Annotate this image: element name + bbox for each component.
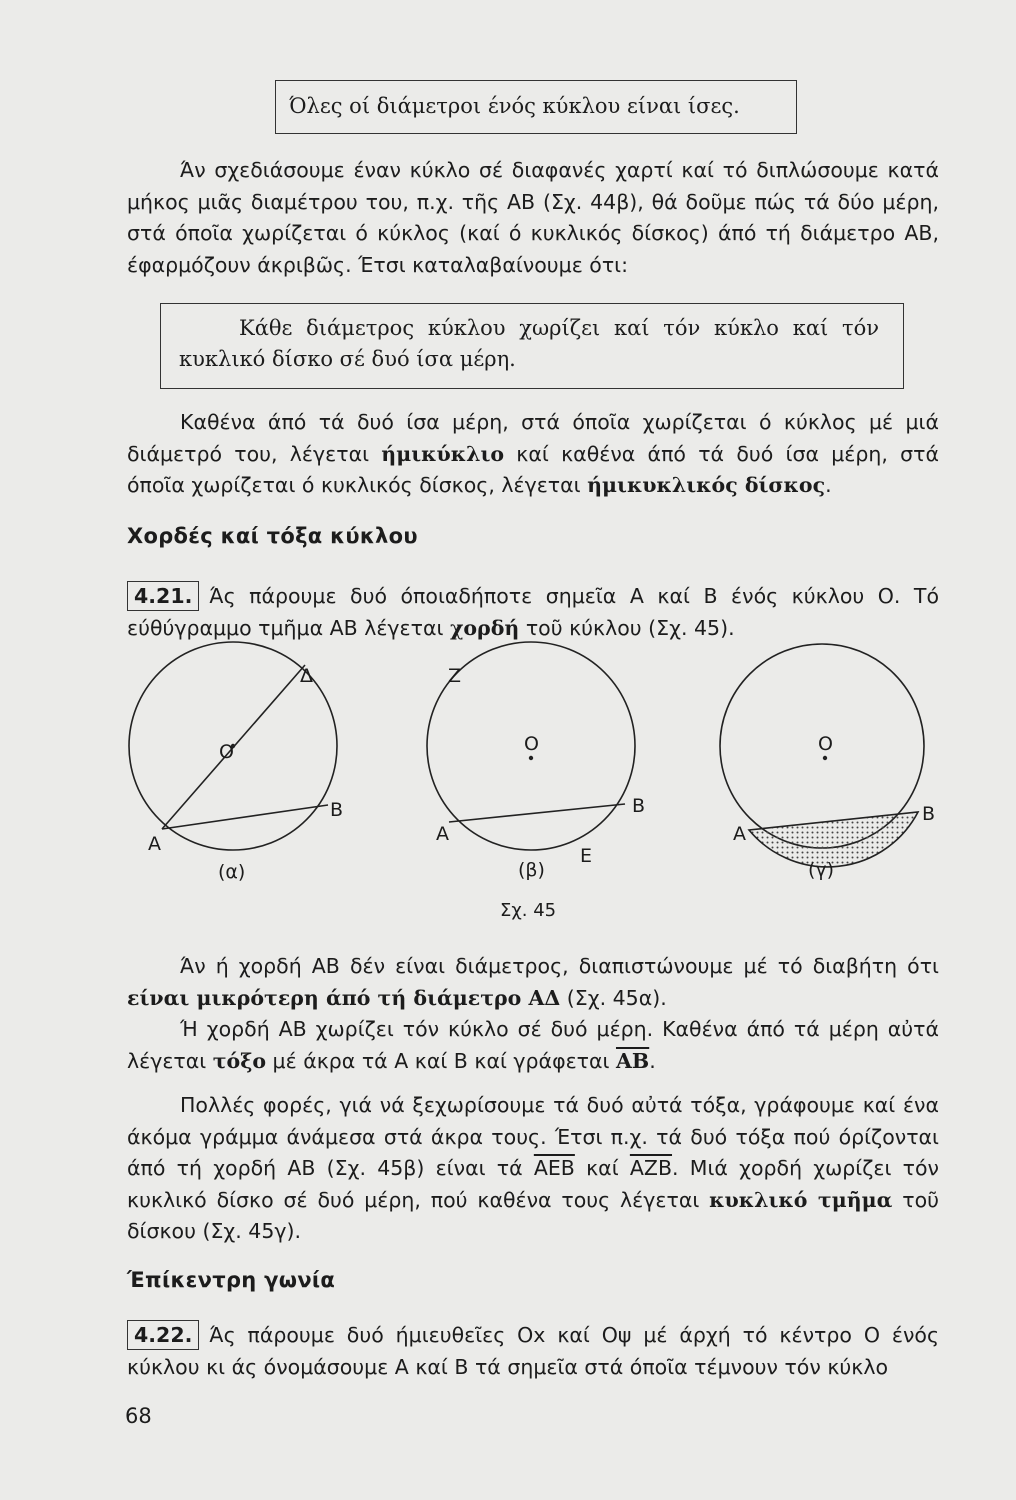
paragraph-4-21: 4.21. Άς πάρουμε δυό όποιαδήποτε σημεῖα Α καί Β ένός κύκλου Ο. Τό εύθύγραμμο τμῆμα ΑΒ λέγεται χορδή τοῦ κύκλου (Σχ. 45).	[127, 581, 939, 644]
label-O-alpha: O	[219, 741, 234, 763]
paragraph-arc-naming: Πολλές φορές, γιά νά ξεχωρίσουμε τά δυό αὐτά τόξα, γράφουμε καί ένα άκόμα γράμμα άνάμεσα στά άκρα τους. Έτσι π.χ. τά δυό τόξα πού όρίζονται άπό τή χορδή ΑΒ (Σχ. 45β) είναι τά $\overline{AEB}$ καί $\overline{AZB}$. Μιά χορδή χωρίζει τόν κυκλικό δίσκο σέ δυό μέρη, πού καθένα τους λέγεται κυκλικό τμῆμα τοῦ δίσκου (Σχ. 45γ).	[127, 1093, 939, 1243]
term-chord: χορδή	[449, 615, 520, 640]
label-Z: Z	[448, 665, 462, 687]
rule-text: Όλες οί διάμετροι ένός κύκλου είναι ίσες.	[289, 94, 740, 118]
caption-beta: (β)	[518, 859, 545, 881]
term-semicircle: ήμικύκλιο	[381, 441, 505, 466]
label-B-gamma: B	[922, 803, 936, 825]
rule-box-diameter-splits	[160, 303, 904, 389]
label-B-alpha: B	[330, 799, 344, 821]
label-B-beta: B	[632, 795, 646, 817]
chord-AB-beta	[449, 804, 625, 822]
label-D: Δ	[300, 665, 313, 687]
caption-alpha: (α)	[218, 861, 246, 883]
rule-text: Κάθε διάμετρος κύκλου χωρίζει καί τόν κύκλο καί τόν κυκλικό δίσκο σέ δυό ίσα μέρη.	[179, 316, 879, 371]
section-number-4-21: 4.21.	[127, 581, 199, 611]
arc-AB-notation: $\overline{AB}$	[615, 1048, 650, 1073]
figure-caption: Σχ. 45	[500, 900, 557, 921]
term-circular-segment: κυκλικό τμῆμα	[709, 1187, 893, 1212]
paragraph-arc: Ή χορδή ΑΒ χωρίζει τόν κύκλο σέ δυό μέρη. Καθένα άπό τά μέρη αὐτά λέγεται τόξο μέ άκρα τά Α καί Β καί γράφεται $\overline{AB}$.	[127, 1017, 939, 1073]
paragraph-diameter-fold: Άν σχεδιάσουμε έναν κύκλο σέ διαφανές χαρτί καί τό διπλώσουμε κατά μήκος μιᾶς διαμέτρου του, π.χ. τῆς ΑΒ (Σχ. 44β), θά δοῦμε πώς τά δύο μέρη, στά όποῖα χωρίζεται ό κύκλος (καί ό κυκλικός δίσκος) άπό τή διάμετρο ΑΒ, έφαρμόζουν άκριβῶς. Έτσι καταλαβαίνουμε ότι:	[127, 158, 939, 277]
label-A-gamma: A	[733, 823, 746, 845]
figure-45	[0, 640, 1016, 940]
center-dot-gamma	[823, 756, 827, 760]
paragraph-semicircle: Καθένα άπό τά δυό ίσα μέρη, στά όποῖα χωρίζεται ό κύκλος μέ μιά διάμετρό του, λέγεται ήμικύκλιο καί καθένα άπό τά δυό ίσα μέρη, στά όποῖα χωρίζεται ό κυκλικός δίσκος, λέγεται ήμικυκλικός δίσκος.	[127, 410, 940, 497]
label-A-alpha: A	[148, 833, 161, 855]
section-heading-chords-arcs: Χορδές καί τόξα κύκλου	[127, 524, 418, 548]
rule-box-diameters-equal	[275, 80, 797, 134]
section-heading-central-angle: Έπίκεντρη γωνία	[127, 1268, 336, 1292]
page-number: 68	[125, 1404, 152, 1428]
chord-AB-alpha	[162, 805, 328, 829]
term-arc: τόξο	[212, 1048, 267, 1073]
paragraph-4-22: 4.22. Άς πάρουμε δυό ήμιευθεῖες Οx καί Οψ μέ άρχή τό κέντρο Ο ένός κύκλου κι άς όνομάσουμε Α καί Β τά σημεῖα στά όποῖα τέμνουν τόν κύκλο	[127, 1320, 939, 1383]
label-E: E	[580, 845, 593, 867]
label-O-gamma: O	[818, 733, 833, 755]
label-O-beta: O	[524, 733, 539, 755]
section-number-4-22: 4.22.	[127, 1320, 199, 1350]
paragraph-chord-vs-diameter: Άν ή χορδή ΑΒ δέν είναι διάμετρος, διαπιστώνουμε μέ τό διαβήτη ότι είναι μικρότερη άπό τή διάμετρο ΑΔ (Σχ. 45α).	[127, 954, 939, 1010]
label-A-beta: A	[436, 823, 449, 845]
caption-gamma: (γ)	[808, 859, 835, 881]
arc-AZB-notation: $\overline{AZB}$	[629, 1156, 673, 1180]
term-semicircular-disk: ήμικυκλικός δίσκος	[587, 473, 826, 497]
arc-AEB-notation: $\overline{AEB}$	[533, 1156, 575, 1180]
center-dot-beta	[529, 756, 533, 760]
term-smaller-than-diameter: είναι μικρότερη άπό τή διάμετρο ΑΔ	[127, 985, 561, 1010]
